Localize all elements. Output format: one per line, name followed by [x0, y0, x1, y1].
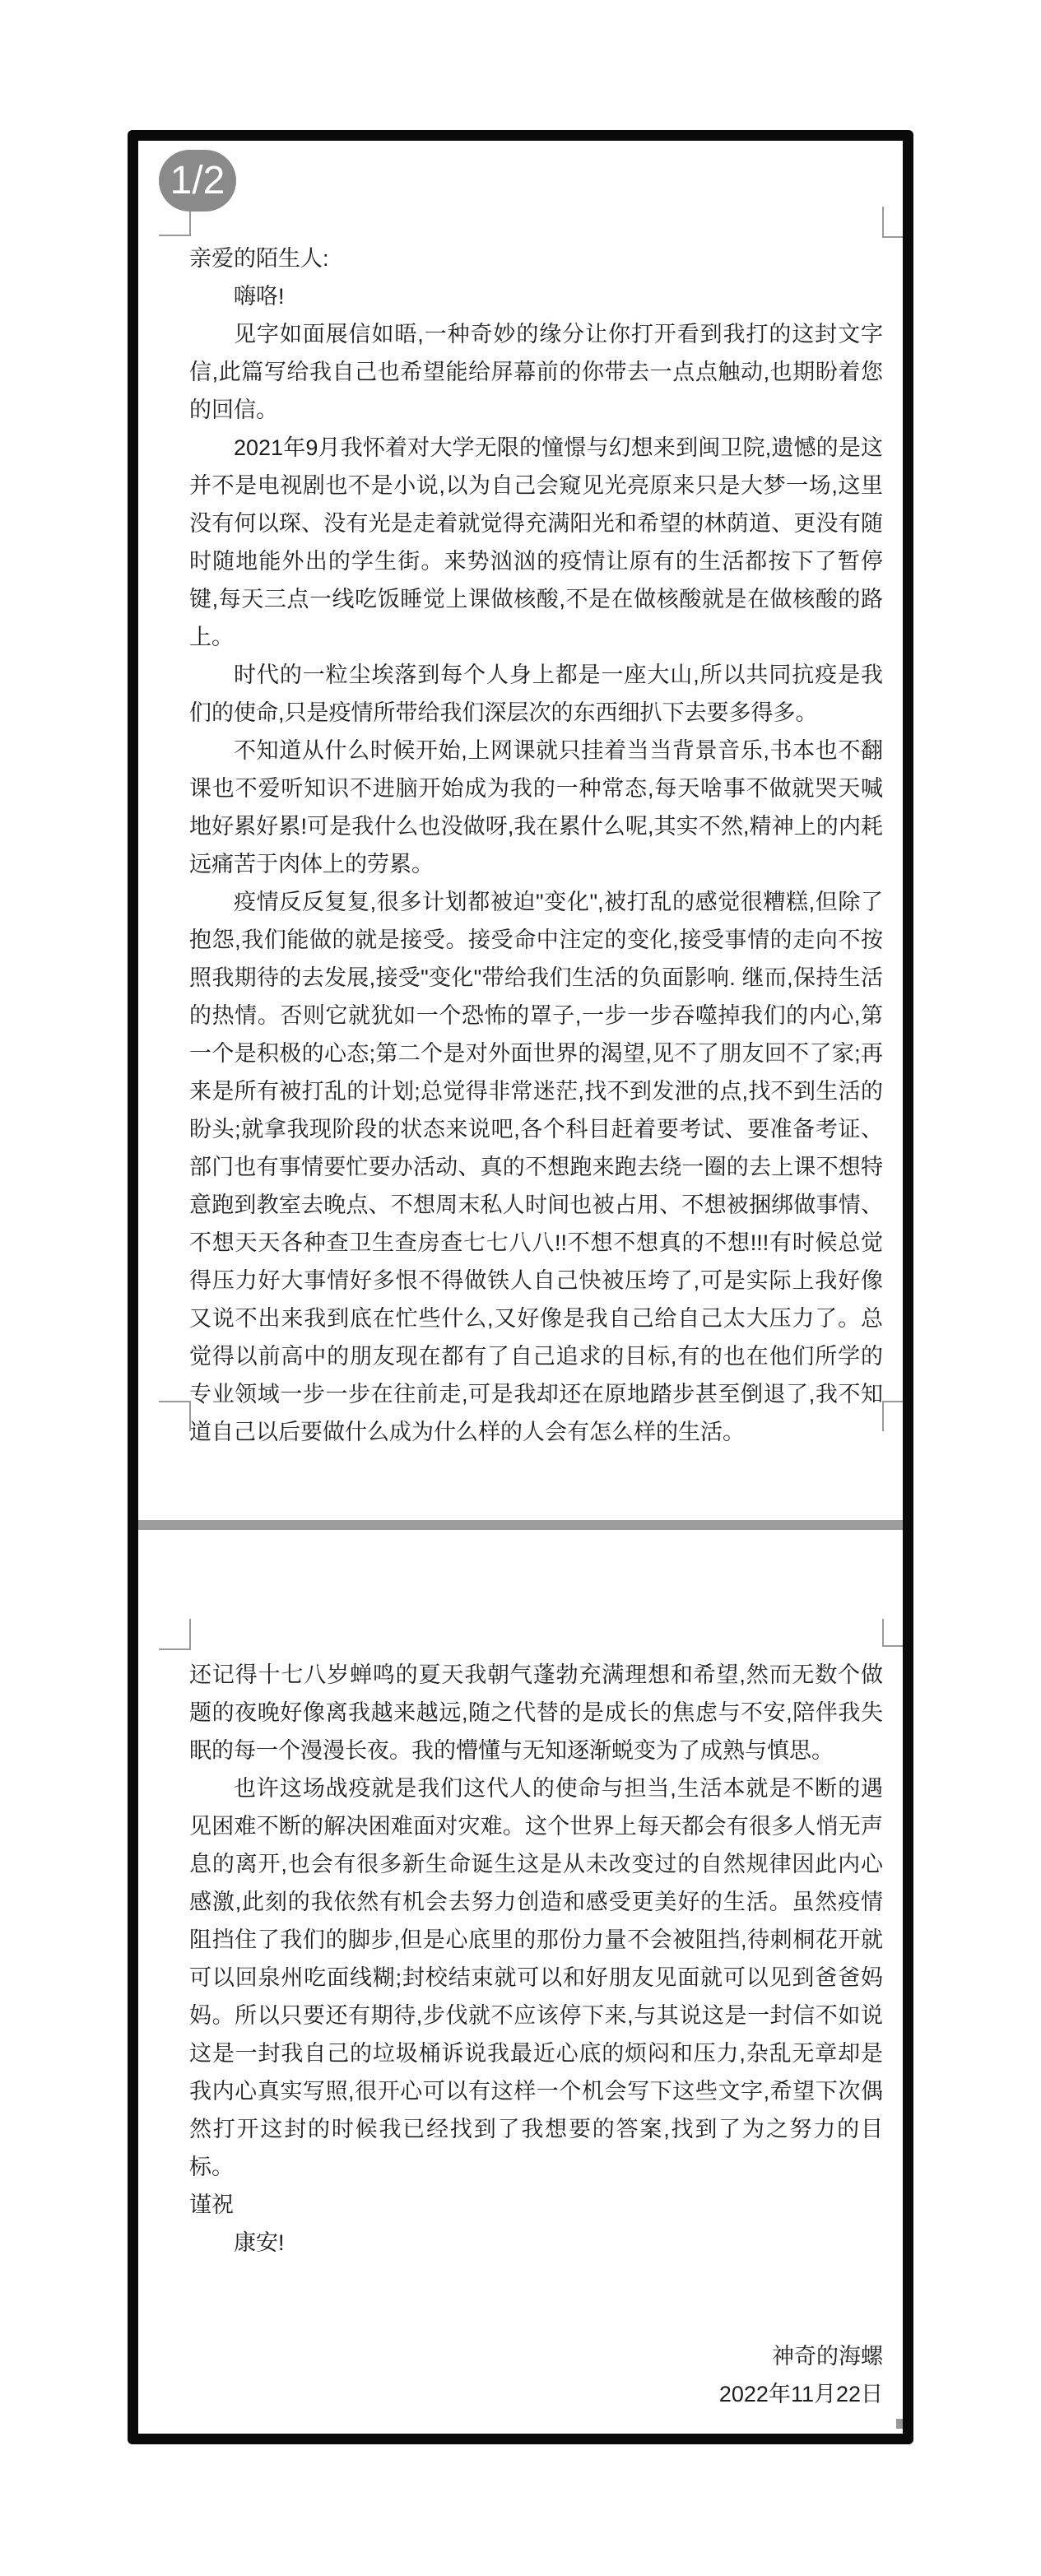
letter-date: 2022年11月22日	[718, 2382, 883, 2406]
page1-top-right-corner-mark	[882, 207, 903, 238]
letter-paragraph: 2021年9月我怀着对大学无限的憧憬与幻想来到闽卫院,遗憾的是这并不是电视剧也不是小说,以为自己会窥见光亮原来只是大梦一场,这里没有何以琛、没有光是走着就觉得充满阳光和希望的林荫道、更没有随时随地能外出的学生街。来势汹汹的疫情让原有的生活都按下了暂停键,每天三点一线吃饭睡觉上课做核酸,不是在做核酸就是在做核酸的路上。	[189, 435, 883, 649]
letter-closing-wish: 康安!	[234, 2230, 285, 2255]
page2-top-right-corner-mark	[882, 1619, 903, 1647]
page-indicator-badge	[159, 150, 236, 212]
letter-paragraph: 不知道从什么时候开始,上网课就只挂着当当背景音乐,书本也不翻课也不爱听知识不进脑开始成为我的一种常态,每天啥事不做就哭天喊地好累好累!可是我什么也没做呀,我在累什么呢,其实不然,精神上的内耗远痛苦于肉体上的劳累。	[189, 738, 883, 876]
page2-top-left-corner-mark	[159, 1619, 191, 1650]
page1-bottom-left-corner-mark	[159, 1401, 191, 1431]
letter-paragraph: 还记得十七八岁蝉鸣的夏天我朝气蓬勃充满理想和希望,然而无数个做题的夜晚好像离我越来越远,随之代替的是成长的焦虑与不安,陪伴我失眠的每一个漫漫长夜。我的懵懂与无知逐渐蜕变为了成熟与慎思。	[189, 1662, 883, 1763]
letter-paragraph: 时代的一粒尘埃落到每个人身上都是一座大山,所以共同抗疫是我们的使命,只是疫情所带给我们深层次的东西细扒下去要多得多。	[189, 663, 883, 725]
letter-paragraph: 嗨咯!	[234, 284, 285, 309]
letter-page1-body	[189, 239, 883, 1451]
letter-pages-area	[138, 141, 903, 2434]
page-indicator-label: 1/2	[170, 159, 225, 202]
letter-sign-block	[189, 2337, 883, 2413]
letter-paragraph: 疫情反反复复,很多计划都被迫"变化",被打乱的感觉很糟糕,但除了抱怨,我们能做的就是接受。接受命中注定的变化,接受事情的走向不按照我期待的去发展,接受"变化"带给我们生活的负面影响. 继而,保持生活的热情。否则它就犹如一个恐怖的罩子,一步一步吞噬掉我们的内心,第一个是积极的心态;第二个是对外面世界的渴望,见不了朋友回不了家;再来是所有被打乱的计划;总觉得非常迷茫,找不到发泄的点,找不到生活的盼头;就拿我现阶段的状态来说吧,各个科目赶着要考试、要准备考证、部门也有事情要忙要办活动、真的不想跑来跑去绕一圈的去上课不想特意跑到教室去晚点、不想周末私人时间也被占用、不想被捆绑做事情、不想天天各种查卫生查房查七七八八!!不想不想真的不想!!!有时候总觉得压力好大事情好多恨不得做铁人自己快被压垮了,可是实际上我好像又说不出来我到底在忙些什么,又好像是我自己给自己太大压力了。总觉得以前高中的朋友现在都有了自己追求的目标,有的也在他们所学的专业领域一步一步在往前走,可是我却还在原地踏步甚至倒退了,我不知道自己以后要做什么成为什么样的人会有怎么样的生活。	[189, 890, 883, 1444]
letter-closing-salute: 谨祝	[189, 2192, 234, 2217]
letter-page2-body	[189, 1656, 883, 2413]
letter-paragraph: 见字如面展信如晤,一种奇妙的缘分让你打开看到我打的这封文字信,此篇写给我自己也希望能给屏幕前的你带去一点点触动,也期盼着您的回信。	[189, 322, 883, 422]
letter-black-frame	[128, 130, 913, 2444]
page-break-divider	[138, 1520, 903, 1530]
letter-salutation: 亲爱的陌生人:	[189, 246, 329, 271]
letter-signature: 神奇的海螺	[772, 2344, 883, 2369]
page2-bottom-right-corner-mark	[896, 2419, 903, 2429]
page1-bottom-right-corner-mark	[882, 1401, 903, 1431]
letter-paragraph: 也许这场战疫就是我们这代人的使命与担当,生活本就是不断的遇见困难不断的解决困难面对灾难。这个世界上每天都会有很多人悄无声息的离开,也会有很多新生命诞生这是从未改变过的自然规律因此内心感激,此刻的我依然有机会去努力创造和感受更美好的生活。虽然疫情阻挡住了我们的脚步,但是心底里的那份力量不会被阻挡,待刺桐花开就可以回泉州吃面线糊;封校结束就可以和好朋友见面就可以见到爸爸妈妈。所以只要还有期待,步伐就不应该停下来,与其说这是一封信不如说这是一封我自己的垃圾桶诉说我最近心底的烦闷和压力,杂乱无章却是我内心真实写照,很开心可以有这样一个机会写下这些文字,希望下次偶然打开这封的时候我已经找到了我想要的答案,找到了为之努力的目标。	[189, 1776, 883, 2179]
